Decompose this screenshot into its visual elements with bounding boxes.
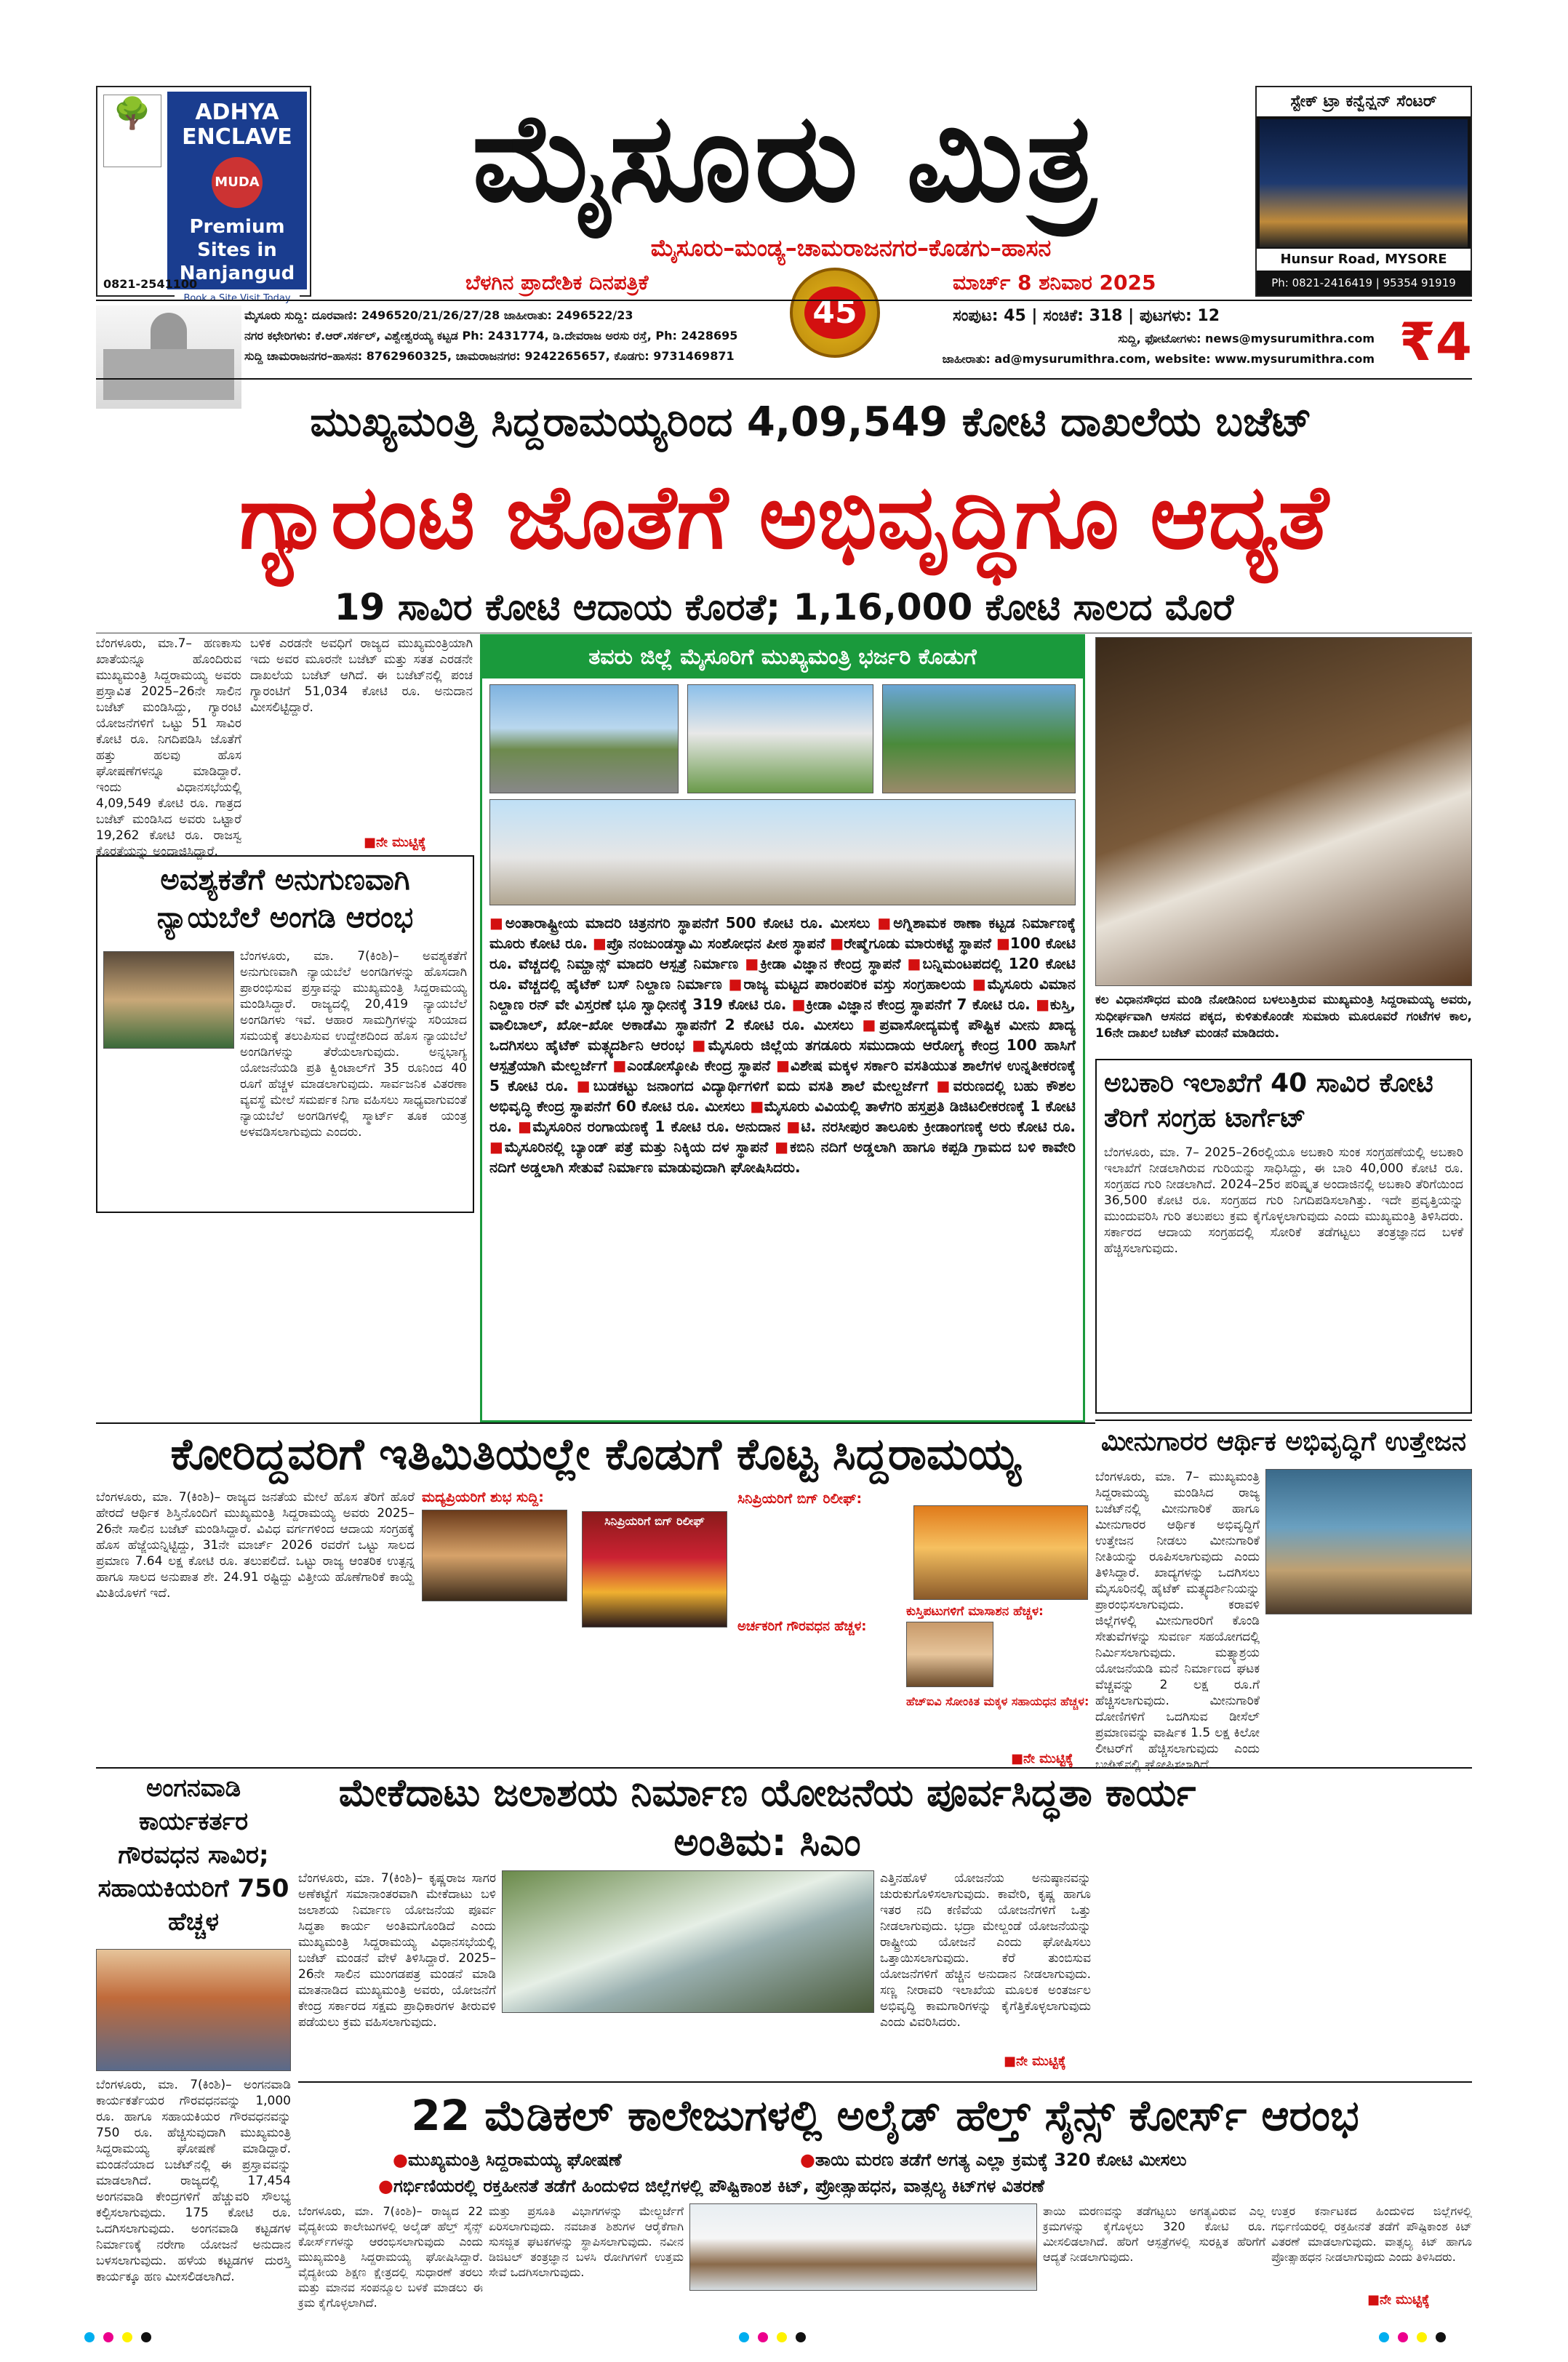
gift-item-bullet: ■ bbox=[786, 1118, 801, 1135]
gift-item-bullet: ■ bbox=[728, 975, 744, 993]
cm-photo-caption: ಕಲ ವಿಧಾನಸೌಧದ ಮಂಡಿ ನೋಡಿನಿಂದ ಬಳಲುತ್ತಿರುವ ಮುಖ್ಯಮಂತ್ರಿ ಸಿದ್ದರಾಮಯ್ಯ ಅವರು, ಸುಧೀರ್ಘವಾಗಿ ಆಸನದ ಪಕ್ಕದ, ಕುಳಿತುಕೊಂಡೇ ಸುಮಾರು ಮೂರೂವರೆ ಗಂಟೆಗಳ ಕಾಲ, 16ನೇ ದಾಖಲೆ ಬಜೆಟ್ ಮಂಡನೆ ಮಾಡಿದರು. bbox=[1095, 993, 1472, 1041]
mekedatu-body-right: ಎತ್ತಿನಹೊಳೆ ಯೋಜನೆಯ ಅನುಷ್ಠಾನವನ್ನು ಚುರುಕುಗೊಳಿಸಲಾಗುವುದು. ಕಾವೇರಿ, ಕೃಷ್ಣ ಹಾಗೂ ಇತರ ನದಿ ಕಣಿವೆಯ ಯೋಜನೆಗಳಿಗೆ ಒತ್ತು ನೀಡಲಾಗುವುದು. ಭದ್ರಾ ಮೇಲ್ದಂಡೆ ಯೋಜನೆಯನ್ನು ರಾಷ್ಟ್ರೀಯ ಯೋಜನೆ ಎಂದು ಘೋಷಿಸಲು ಒತ್ತಾಯಿಸಲಾಗುವುದು. ಕೆರೆ ತುಂಬಿಸುವ ಯೋಜನೆಗಳಿಗೆ ಹೆಚ್ಚಿನ ಅನುದಾನ ನೀಡಲಾಗುವುದು. ಸಣ್ಣ ನೀರಾವರಿ ಇಲಾಖೆಯ ಮೂಲಕ ಅಂತರ್ಜಲ ಅಭಿವೃದ್ಧಿ ಕಾಮಗಾರಿಗಳನ್ನು ಕೈಗೆತ್ತಿಕೊಳ್ಳಲಾಗುವುದು ಎಂದು ವಿವರಿಸಿದರು. bbox=[880, 1871, 1091, 2030]
excise-headline: ಅಬಕಾರಿ ಇಲಾಖೆಗೆ 40 ಸಾವಿರ ಕೋಟಿ ತೆರಿಗೆ ಸಂಗ್ರಹ ಟಾರ್ಗೆಟ್ bbox=[1104, 1068, 1433, 1133]
gift-item: ಮೈಸೂರು ವಿಮಾನ ನಿಲ್ದಾಣ ರನ್ ವೇ ವಿಸ್ತರಣೆ ಭೂ ಸ್ವಾಧೀನಕ್ಕೆ 319 ಕೋಟಿ ರೂ. bbox=[489, 975, 1076, 1013]
volume-line: ಸಂಪುಟ: 45 | ಸಂಚಿಕೆ: 318 | ಪುಟಗಳು: 12 bbox=[953, 307, 1220, 325]
lead-byline: ■ನೇ ಮುಟ್ಟಿಕ್ಕೆ bbox=[364, 835, 426, 850]
contact-line-3: ಸುದ್ದಿ ಚಾಮರಾಜನಗರ–ಹಾಸನ: 8762960325, ಚಾಮರಾಜನಗರ: 9242265657, ಕೊಡಗು: 9731469871 bbox=[244, 349, 735, 363]
contact-line-4: ಸುದ್ದಿ, ಫೋಟೋಗಳು: news@mysurumithra.com bbox=[1118, 332, 1375, 345]
gift-item: ವರುಣದಲ್ಲಿ ಬಹು ಕೌಶಲ ಅಭಿವೃದ್ಧಿ ಕೇಂದ್ರ ಸ್ಥಾಪನೆಗೆ 60 ಕೋಟಿ ರೂ. ಮೀಸಲು bbox=[489, 1077, 1076, 1115]
gift-item-bullet: ■ bbox=[692, 1036, 708, 1054]
gift-item: ಎಂಡೋಸ್ಕೋಪಿ ಕೇಂದ್ರ ಸ್ಥಾಪನೆ bbox=[627, 1057, 777, 1074]
cinema-caption: ಸಿನಿಪ್ರಿಯರಿಗೆ ಬಿಗ್ ರಿಲೀಫ್ bbox=[604, 1514, 705, 1528]
gift-item-bullet: ■ bbox=[1036, 996, 1050, 1013]
ad-convention-center[interactable] bbox=[1255, 86, 1472, 297]
gift-item: ಮೈಸೂರು ವಿವಿಯಲ್ಲಿ ತಾಳೆಗರಿ ಹಸ್ತಪ್ರತಿ ಡಿಜಿಟಲೀಕರಣಕ್ಕೆ 1 ಕೋಟಿ ರೂ. bbox=[489, 1097, 1076, 1135]
gift-item-bullet: ■ bbox=[775, 1138, 791, 1156]
mekedatu-headline: ಮೇಕೆದಾಟು ಜಲಾಶಯ ನಿರ್ಮಾಣ ಯೋಜನೆಯ ಪೂರ್ವಸಿದ್ಧತಾ ಕಾರ್ಯ ಅಂತಿಮ: ಸಿಎಂ bbox=[338, 1772, 1196, 1865]
fishermen-body: ಬೆಂಗಳೂರು, ಮಾ. 7– ಮುಖ್ಯಮಂತ್ರಿ ಸಿದ್ದರಾಮಯ್ಯ ಮಂಡಿಸಿದ ರಾಜ್ಯ ಬಜೆಟ್‌ನಲ್ಲಿ ಮೀನುಗಾರಿಕೆ ಹಾಗೂ ಮೀನುಗಾರರ ಆರ್ಥಿಕ ಅಭಿವೃದ್ಧಿಗೆ ಉತ್ತೇಜನ ನೀಡಲು ಮೀನುಗಾರಿಕೆ ನೀತಿಯನ್ನು ರೂಪಿಸಲಾಗುವುದು ಎಂದು ತಿಳಿಸಿದ್ದಾರೆ. ಖಾದ್ಯಗಳನ್ನು ಒದಗಿಸಲು ಮೈಸೂರಿನಲ್ಲಿ ಹೈಟೆಕ್ ಮತ್ಸ್ಯದರ್ಶಿನಿಯನ್ನು ಪ್ರಾರಂಭಿಸಲಾಗುವುದು. ಕರಾವಳಿ ಜಿಲ್ಲೆಗಳಲ್ಲಿ ಮೀನುಗಾರರಿಗೆ ಕೊಂಡಿ ಸೇತುವೆಗಳನ್ನು ಸುವರ್ಣ ಸಹಯೋಗದಲ್ಲಿ ನಿರ್ಮಿಸಲಾಗುವುದು. ಮತ್ಸ್ಯಾಶ್ರಯ ಯೋಜನೆಯಡಿ ಮನೆ ನಿರ್ಮಾಣದ ಘಟಕ ವೆಚ್ಚವನ್ನು 2 ಲಕ್ಷ ರೂ.ಗೆ ಹೆಚ್ಚಿಸಲಾಗುವುದು. ಮೀನುಗಾರಿಕೆ ದೋಣಿಗಳಿಗೆ ಒದಗಿಸುವ ಡೀಸೆಲ್ ಪ್ರಮಾಣವನ್ನು ವಾರ್ಷಿಕ 1.5 ಲಕ್ಷ ಕಿಲೋ ಲೀಟರ್‌ಗೆ ಹೆಚ್ಚಿಸಲಾಗುವುದು ಎಂದು ಬಜೆಟ್‌ನಲ್ಲಿ ಘೋಷಿಸಲಾಗಿದೆ. bbox=[1095, 1470, 1260, 1772]
convention-phone: Ph: 0821-2416419 | 95354 91919 bbox=[1271, 276, 1456, 289]
medical-sub-2: ●ತಾಯಿ ಮರಣ ತಡೆಗೆ ಅಗತ್ಯ ಎಲ್ಲಾ ಕ್ರಮಕ್ಕೆ 320 ಕೋಟಿ ಮೀಸಲು bbox=[800, 2150, 1187, 2170]
mekedatu-photo bbox=[502, 1870, 874, 2013]
gift-item: ಕ್ರೀಡಾ ವಿಜ್ಞಾನ ಕೇಂದ್ರ ಸ್ಥಾಪನೆಗೆ 7 ಕೋಟಿ ರೂ. bbox=[806, 996, 1036, 1013]
lead-kicker: ಮುಖ್ಯಮಂತ್ರಿ ಸಿದ್ದರಾಮಯ್ಯರಿಂದ 4,09,549 ಕೋಟಿ ದಾಖಲೆಯ ಬಜೆಟ್ bbox=[310, 399, 1312, 446]
gift-item: ಮೈಸೂರು ಜಿಲ್ಲೆಯ ತಗಡೂರು ಸಮುದಾಯ ಆರೋಗ್ಯ ಕೇಂದ್ರ 100 ಹಾಸಿಗೆ ಆಸ್ಪತ್ರೆಯಾಗಿ ಮೇಲ್ದರ್ಜೆಗೆ bbox=[489, 1036, 1076, 1074]
medical-sub-1: ●ಮುಖ್ಯಮಂತ್ರಿ ಸಿದ್ದರಾಮಯ್ಯ ಘೋಷಣೆ bbox=[393, 2150, 622, 2170]
medical-sub-3: ●ಗರ್ಭಿಣಿಯರಲ್ಲಿ ರಕ್ತಹೀನತೆ ತಡೆಗೆ ಹಿಂದುಳಿದ ಜಿಲ್ಲೆಗಳಲ್ಲಿ ಪೌಷ್ಟಿಕಾಂಶ ಕಿಟ್, ಪ್ರೋತ್ಸಾಹಧನ, ವಾತ್ಸಲ್ಯ ಕಿಟ್‌ಗಳ ವಿತರಣೆ bbox=[378, 2176, 1044, 2196]
gift-item: ಮೈಸೂರಿನ ರಂಗಾಯಣಕ್ಕೆ 1 ಕೋಟಿ ರೂ. ಅನುದಾನ bbox=[532, 1118, 787, 1135]
excise-box bbox=[1095, 1059, 1472, 1414]
medical-body-4: ಉತ್ತರ ಕರ್ನಾಟಕದ ಹಿಂದುಳಿದ ಜಿಲ್ಲೆಗಳಲ್ಲಿ ಗರ್ಭಿಣಿಯರಲ್ಲಿ ರಕ್ತಹೀನತೆ ತಡೆಗೆ ಪೌಷ್ಟಿಕಾಂಶ ಕಿಟ್ ವಿತರಣೆ ಮಾಡಲಾಗುವುದು. ವಾತ್ಸಲ್ಯ ಕಿಟ್ ಹಾಗೂ ಪ್ರೋತ್ಸಾಹಧನ ನೀಡಲಾಗುವುದು ಎಂದು ತಿಳಿಸಿದರು. bbox=[1271, 2204, 1472, 2264]
excise-body: ಬೆಂಗಳೂರು, ಮಾ. 7– 2025–26ರಲ್ಲಿಯೂ ಅಬಕಾರಿ ಸುಂಕ ಸಂಗ್ರಹಣೆಯಲ್ಲಿ ಅಬಕಾರಿ ಇಲಾಖೆಗೆ ನೀಡಲಾಗಿರುವ ಗುರಿಯನ್ನು ಸಾಧಿಸಿದ್ದು, ಈ ಬಾರಿ 40,000 ಕೋಟಿ ರೂ. ಸಂಗ್ರಹದ ಗುರಿ ನೀಡಲಾಗಿದೆ. 2024–25ರ ಪರಿಷ್ಕೃತ ಅಂದಾಜಿನಲ್ಲಿ ಅಬಕಾರಿ ತೆರಿಗೆಯಿಂದ 36,500 ಕೋಟಿ ರೂ. ಸಂಗ್ರಹದ ಗುರಿ ನಿಗದಿಪಡಿಸಲಾಗಿತ್ತು. ಇದೇ ಪ್ರವೃತ್ತಿಯನ್ನು ಮುಂದುವರಿಸಿ ಗುರಿ ತಲುಪಲು ಕ್ರಮ ಕೈಗೊಳ್ಳಲಾಗುವುದು ಎಂದು ಮುಖ್ಯಮಂತ್ರಿ ತಿಳಿಸಿದರು. ಸರ್ಕಾರದ ಆದಾಯ ಸಂಗ್ರಹದಲ್ಲಿ ಸೋರಿಕೆ ತಡೆಗಟ್ಟಲು ತಂತ್ರಜ್ಞಾನದ ಬಳಕೆ ಹೆಚ್ಚಿಸಲಾಗುವುದು. bbox=[1104, 1145, 1463, 1256]
gift-item-bullet: ■ bbox=[907, 955, 923, 972]
gift-item-bullet: ■ bbox=[776, 1057, 791, 1074]
gift-item: ಅಂತಾರಾಷ್ಟ್ರೀಯ ಮಾದರಿ ಚಿತ್ರನಗರಿ ಸ್ಥಾಪನೆಗೆ 500 ಕೋಟಿ ರೂ. ಮೀಸಲು bbox=[505, 914, 878, 932]
gift-item-bullet: ■ bbox=[791, 996, 807, 1013]
park-photo bbox=[882, 684, 1076, 793]
gift-box-list bbox=[489, 913, 1076, 1414]
masthead-regions: ಮೈಸೂರು–ಮಂಡ್ಯ–ಚಾಮರಾಜನಗರ–ಕೊಡಗು–ಹಾಸನ bbox=[650, 234, 1052, 262]
medical-headline: 22 ಮೆಡಿಕಲ್ ಕಾಲೇಜುಗಳಲ್ಲಿ ಅಲೈಡ್ ಹೆಲ್ತ್ ಸೈನ್ಸ್ ಕೋರ್ಸ್ ಆರಂಭ bbox=[411, 2091, 1359, 2140]
medical-byline: ■ನೇ ಮುಟ್ಟಿಕ್ಕೆ bbox=[1367, 2292, 1430, 2307]
gift-box bbox=[480, 634, 1085, 1422]
convention-location: Hunsur Road, MYSORE bbox=[1257, 249, 1471, 271]
bullet: ● bbox=[393, 2150, 408, 2170]
anniversary-number: 45 bbox=[804, 287, 865, 339]
mekedatu-body-left: ಬೆಂಗಳೂರು, ಮಾ. 7(ಕಿಂಶಿ)– ಕೃಷ್ಣರಾಜ ಸಾಗರ ಅಣೆಕಟ್ಟೆಗೆ ಸಮಾನಾಂತರವಾಗಿ ಮೇಕೆದಾಟು ಬಳಿ ಜಲಾಶಯ ನಿರ್ಮಾಣ ಯೋಜನೆಯ ಪೂರ್ವ ಸಿದ್ಧತಾ ಕಾರ್ಯ ಅಂತಿಮಗೊಂಡಿದೆ ಎಂದು ಮುಖ್ಯಮಂತ್ರಿ ಸಿದ್ದರಾಮಯ್ಯ ವಿಧಾನಸಭೆಯಲ್ಲಿ ಬಜೆಟ್ ಮಂಡನೆ ವೇಳೆ ತಿಳಿಸಿದ್ದಾರೆ. 2025–26ನೇ ಸಾಲಿನ ಮುಂಗಡಪತ್ರ ಮಂಡನೆ ಮಾಡಿ ಮಾತನಾಡಿದ ಮುಖ್ಯಮಂತ್ರಿ ಅವರು, ಯೋಜನೆಗೆ ಕೇಂದ್ರ ಸರ್ಕಾರದ ಸಕ್ಷಮ ಪ್ರಾಧಿಕಾರಗಳ ತೀರುವಳಿ ಪಡೆಯಲು ಕ್ರಮ ವಹಿಸಲಾಗುವುದು. bbox=[298, 1871, 496, 2030]
convention-brand: ಸ್ಟೇಕ್ ಟ್ರಾ ಕನ್ವೆನ್ಷನ್ ಸೆಂಟರ್ bbox=[1257, 87, 1471, 116]
gift-item-bullet: ■ bbox=[877, 914, 894, 932]
adhya-headline: Premium Sites in Nanjangud bbox=[179, 216, 295, 284]
gift-item: ಅಗ್ನಿಶಾಮಕ ಠಾಣಾ ಕಟ್ಟಡ ನಿರ್ಮಾಣಕ್ಕೆ ಮೂರು ಕೋಟಿ ರೂ. bbox=[489, 914, 1076, 952]
gift-item: ಟಿ. ನರಸೀಪುರ ತಾಲೂಕು ಕ್ರೀಡಾಂಗಣಕ್ಕೆ ಅರು ಕೋಟಿ ರೂ. bbox=[801, 1118, 1076, 1135]
gift-item: 100 ಕೋಟಿ ರೂ. ವೆಚ್ಚದಲ್ಲಿ ನಿಮ್ಹಾನ್ಸ್ ಮಾದರಿ ಆಸ್ಪತ್ರೆ ನಿರ್ಮಾಣ bbox=[489, 934, 1076, 972]
rule-top-2 bbox=[96, 378, 1472, 380]
fishermen-photo bbox=[1265, 1469, 1472, 1614]
adhya-brand-panel bbox=[167, 92, 307, 304]
medical-students-photo bbox=[689, 2203, 1037, 2291]
gift-item: ಬುಡಕಟ್ಟು ಜನಾಂಗದ ವಿದ್ಯಾರ್ಥಿಗಳಿಗೆ ಐದು ವಸತಿ ಶಾಲೆ ಮೇಲ್ದರ್ಜೆಗೆ bbox=[593, 1077, 937, 1094]
wrestlers-photo bbox=[906, 1622, 993, 1687]
masthead-tagline: ಬೆಳಗಿನ ಪ್ರಾದೇಶಿಕ ದಿನಪತ್ರಿಕೆ bbox=[465, 271, 649, 295]
ad-adhya-enclave[interactable] bbox=[96, 86, 311, 304]
bullet: ● bbox=[800, 2150, 815, 2170]
fishermen-headline: ಮೀನುಗಾರರ ಆರ್ಥಿಕ ಅಭಿವೃದ್ಧಿಗೆ ಉತ್ತೇಜನ bbox=[1095, 1420, 1472, 1462]
medical-body-3: ತಾಯಿ ಮರಣವನ್ನು ತಡೆಗಟ್ಟಲು ಅಗತ್ಯವಿರುವ ಎಲ್ಲ ಕ್ರಮಗಳನ್ನು ಕೈಗೊಳ್ಳಲು 320 ಕೋಟಿ ರೂ. ಮೀಸಲಿಡಲಾಗಿದೆ. ಹೆರಿಗೆ ಆಸ್ಪತ್ರೆಗಳಲ್ಲಿ ಸುರಕ್ಷಿತ ಹೆರಿಗೆಗೆ ಆದ್ಯತೆ ನೀಡಲಾಗುವುದು. bbox=[1043, 2204, 1265, 2264]
kodagu-body: ಬೆಂಗಳೂರು, ಮಾ. 7(ಕಿಂಶಿ)– ರಾಜ್ಯದ ಜನತೆಯ ಮೇಲೆ ಹೊಸ ತೆರಿಗೆ ಹೊರೆ ಹೇರದೆ ಆರ್ಥಿಕ ಶಿಸ್ತಿನೊಂದಿಗೆ ಮುಖ್ಯಮಂತ್ರಿ ಸಿದ್ದರಾಮಯ್ಯ ಅವರು 2025–26ನೇ ಸಾಲಿನ ಬಜೆಟ್ ಮಂಡಿಸಿದ್ದಾರೆ. ವಿವಿಧ ವರ್ಗಗಳಿಂದ ಆದಾಯ ಸಂಗ್ರಹಕ್ಕೆ ಹೊಸ ಹೆಜ್ಜೆಯನ್ನಿಟ್ಟಿದ್ದು, 31ನೇ ಮಾರ್ಚ್ 2026 ರವರೆಗೆ ಒಟ್ಟು ಸಾಲದ ಪ್ರಮಾಣ 7.64 ಲಕ್ಷ ಕೋಟಿ ರೂ. ತಲುಪಲಿದೆ. ಒಟ್ಟು ರಾಜ್ಯ ಆಂತರಿಕ ಉತ್ಪನ್ನ ಹಾಗೂ ಸಾಲದ ಅನುಪಾತ ಶೇ. 24.91 ರಷ್ಟಿದ್ದು ವಿತ್ತೀಯ ಹೊಣೆಗಾರಿಕೆ ಕಾಯ್ದೆ ಮಿತಿಯೊಳಗೆ ಇದೆ. bbox=[96, 1490, 415, 1601]
masthead-date: ಮಾರ್ಚ್ 8 ಶನಿವಾರ 2025 bbox=[953, 271, 1156, 295]
medical-body-2: ಮತ್ತು ಪ್ರಸೂತಿ ವಿಭಾಗಗಳನ್ನು ಮೇಲ್ದರ್ಜೆಗೆ ಏರಿಸಲಾಗುವುದು. ನವಜಾತ ಶಿಶುಗಳ ಆರೈಕೆಗಾಗಿ ಸುಸಜ್ಜಿತ ಘಟಕಗಳನ್ನು ಸ್ಥಾಪಿಸಲಾಗುವುದು. ನವೀನ ಡಿಜಿಟಲ್ ತಂತ್ರಜ್ಞಾನ ಬಳಸಿ ರೋಗಿಗಳಿಗೆ ಉತ್ತಮ ಸೇವೆ ಒದಗಿಸಲಾಗುವುದು. bbox=[489, 2204, 684, 2279]
kodagu-tag-liquor: ಮದ್ಯಪ್ರಿಯರಿಗೆ ಶುಭ ಸುದ್ದಿ: bbox=[422, 1489, 544, 1505]
adhya-cta: Book a Site Visit Today bbox=[175, 291, 300, 306]
gift-item: ಪ್ರವಾಸೋದ್ಯಮಕ್ಕೆ ಪೌಷ್ಟಿಕ ಮೀನು ಖಾದ್ಯ ಒದಗಿಸಲು ಹೈಟೆಕ್ ಮತ್ಸ್ಯದರ್ಶಿನಿ ಆರಂಭ bbox=[489, 1016, 1076, 1054]
gift-item: ಕ್ರೀಡಾ ವಿಜ್ಞಾನ ಕೇಂದ್ರ ಸ್ಥಾಪನೆ bbox=[760, 955, 908, 972]
lead-subhead: 19 ಸಾವಿರ ಕೋಟಿ ಆದಾಯ ಕೊರತೆ; 1,16,000 ಕೋಟಿ ಸಾಲದ ಮೊರೆ bbox=[334, 586, 1234, 628]
lead-headline: ಗ್ಯಾರಂಟಿ ಜೊತೆಗೆ ಅಭಿವೃದ್ಧಿಗೂ ಆದ್ಯತೆ bbox=[239, 465, 1329, 569]
airport-photo bbox=[489, 684, 679, 793]
contact-line-1: ಮೈಸೂರು ಸುದ್ದಿ: ದೂರವಾಣಿ: 2496520/21/26/27/28 ಜಾಹೀರಾತು: 2496522/23 bbox=[244, 308, 633, 322]
gift-item-bullet: ■ bbox=[862, 1016, 880, 1033]
gift-item-bullet: ■ bbox=[489, 914, 505, 932]
bus-terminal-render bbox=[489, 799, 1076, 905]
gift-item-bullet: ■ bbox=[612, 1057, 628, 1074]
gift-box-heading: ತವರು ಜಿಲ್ಲೆ ಮೈಸೂರಿಗೆ ಮುಖ್ಯಮಂತ್ರಿ ಭರ್ಜರಿ ಕೊಡುಗೆ bbox=[482, 636, 1083, 678]
price: ₹4 bbox=[1399, 311, 1472, 372]
kodagu-tag-wrestler: ಕುಸ್ತಿಪಟುಗಳಿಗೆ ಮಾಸಾಶನ ಹೆಚ್ಚಳ: bbox=[906, 1604, 1044, 1619]
lead-body: ಬೆಂಗಳೂರು, ಮಾ.7– ಹಣಕಾಸು ಖಾತೆಯನ್ನೂ ಹೊಂದಿರುವ ಮುಖ್ಯಮಂತ್ರಿ ಸಿದ್ದರಾಮಯ್ಯ ಅವರು ಪ್ರಸ್ತಾವಿತ 2025–26ನೇ ಸಾಲಿನ ಬಜೆಟ್ ಮಂಡಿಸಿದ್ದು, ಗ್ಯಾರಂಟಿ ಯೋಜನೆಗಳಿಗೆ ಒಟ್ಟು 51 ಸಾವಿರ ಕೋಟಿ ರೂ. ನಿಗದಿಪಡಿಸಿ ಜೊತೆಗೆ ಹತ್ತು ಹಲವು ಹೊಸ ಘೋಷಣೆಗಳನ್ನೂ ಮಾಡಿದ್ದಾರೆ. ಇಂದು ವಿಧಾನಸಭೆಯಲ್ಲಿ 4,09,549 ಕೋಟಿ ರೂ. ಗಾತ್ರದ ಬಜೆಟ್ ಮಂಡಿಸಿದ ಅವರು ಒಟ್ಟಾರೆ 19,262 ಕೋಟಿ ರೂ. ರಾಜಸ್ವ ಕೊರತೆಯನ್ನು ಅಂದಾಜಿಸಿದ್ದಾರೆ. bbox=[96, 636, 241, 859]
ration-body: ಬೆಂಗಳೂರು, ಮಾ. 7(ಕಿಂಶಿ)– ಅವಶ್ಯಕತೆಗೆ ಅನುಗುಣವಾಗಿ ನ್ಯಾಯಬೆಲೆ ಅಂಗಡಿಗಳನ್ನು ಹೊಸದಾಗಿ ಪ್ರಾರಂಭಿಸುವ ಪ್ರಸ್ತಾವನ್ನು ಮುಖ್ಯಮಂತ್ರಿ ಸಿದ್ದರಾಮಯ್ಯ ಮಂಡಿಸಿದ್ದಾರೆ. ರಾಜ್ಯದಲ್ಲಿ 20,419 ನ್ಯಾಯಬೆಲೆ ಅಂಗಡಿಗಳು ಇವೆ. ಆಹಾರ ಸಾಮಗ್ರಿಗಳನ್ನು ಸರಿಯಾದ ಸಮಯಕ್ಕೆ ತಲುಪಿಸುವ ಉದ್ದೇಶದಿಂದ ಹೊಸ ನ್ಯಾಯಬೆಲೆ ಅಂಗಡಿಗಳನ್ನು ತೆರೆಯಲಾಗುವುದು. ಅನ್ನಭಾಗ್ಯ ಯೋಜನೆಯಡಿ ಪ್ರತಿ ಕ್ವಿಂಟಾಲ್‌ಗೆ 35 ರೂನಿಂದ 40 ರೂಗೆ ಹೆಚ್ಚಳ ಮಾಡಲಾಗುವುದು. ಸಾರ್ವಜನಿಕ ವಿತರಣಾ ವ್ಯವಸ್ಥೆ ಮೇಲೆ ಸಮರ್ಪಕ ನಿಗಾ ವಹಿಸಲು ಸಾಧ್ಯವಾಗುವಂತೆ ನ್ಯಾಯಬೆಲೆ ಅಂಗಡಿಗಳಲ್ಲಿ ಸ್ಮಾರ್ಟ್ ತೂಕ ಯಂತ್ರ ಅಳವಡಿಸಲಾಗುವುದು ಎಂದರು. bbox=[240, 949, 467, 1140]
rule-top bbox=[96, 300, 1472, 301]
gift-item: ರೇಷ್ಮೆಗೂಡು ಮಾರುಕಟ್ಟೆ ಸ್ಥಾಪನೆ bbox=[844, 934, 996, 952]
rule-kodagu bbox=[96, 1422, 1095, 1424]
gift-item-bullet: ■ bbox=[518, 1118, 533, 1135]
gift-item: ವಿಶೇಷ ಮಕ್ಕಳ ಸರ್ಕಾರಿ ವಸತಿಯುತ ಶಾಲೆಗಳ ಉನ್ನತೀಕರಣಕ್ಕೆ 5 ಕೋಟಿ ರೂ. bbox=[489, 1057, 1076, 1094]
cm-photo bbox=[1095, 637, 1472, 986]
convention-photo bbox=[1260, 119, 1468, 247]
adhya-phone: 0821-2541100 bbox=[103, 277, 198, 291]
ration-headline: ಅವಶ್ಯಕತೆಗೆ ಅನುಗುಣವಾಗಿ ನ್ಯಾಯಬೆಲೆ ಅಂಗಡಿ ಆರಂಭ bbox=[156, 863, 414, 934]
rule-medical bbox=[298, 2081, 1472, 2083]
gift-item: ಬನ್ನಿಮಂಟಪದಲ್ಲಿ 120 ಕೋಟಿ ರೂ. ವೆಚ್ಚದಲ್ಲಿ ಹೈಟೆಕ್ ಬಸ್ ನಿಲ್ದಾಣ ನಿರ್ಮಾಣ bbox=[489, 955, 1076, 993]
rule-mekedatu bbox=[96, 1767, 1472, 1769]
gift-item-bullet: ■ bbox=[830, 934, 844, 952]
lead-body-2: ಬಳಿಕ ಎರಡನೇ ಅವಧಿಗೆ ರಾಜ್ಯದ ಮುಖ್ಯಮಂತ್ರಿಯಾಗಿ ಇದು ಅವರ ಮೂರನೇ ಬಜೆಟ್ ಮತ್ತು ಸತತ ಎರಡನೇ ದಾಖಲೆಯ ಬಜೆಟ್ ಆಗಿದೆ. ಈ ಬಜೆಟ್‌ನಲ್ಲಿ ಪಂಚ ಗ್ಯಾರಂಟಿಗೆ 51,034 ಕೋಟಿ ರೂ. ಅನುದಾನ ಮೀಸಲಿಟ್ಟಿದ್ದಾರೆ. bbox=[250, 636, 473, 715]
bullet: ● bbox=[378, 2176, 393, 2196]
priests-photo bbox=[913, 1505, 1088, 1600]
liquor-shop-photo bbox=[422, 1510, 567, 1601]
kodagu-byline: ■ನೇ ಮುಟ್ಟಿಕ್ಕೆ bbox=[1011, 1751, 1073, 1766]
adhya-brand: ADHYA ENCLAVE bbox=[182, 100, 292, 150]
heritage-building-photo bbox=[687, 684, 873, 793]
gift-item-bullet: ■ bbox=[972, 975, 988, 993]
gift-item-bullet: ■ bbox=[996, 934, 1010, 952]
gift-item: ಕುಸ್ತಿ, ವಾಲಿಬಾಲ್, ಖೋ–ಖೋ ಅಕಾಡೆಮಿ ಸ್ಥಾಪನೆಗೆ 2 ಕೋಟಿ ರೂ. ಮೀಸಲು bbox=[489, 996, 1076, 1033]
registration-marks bbox=[80, 2331, 1488, 2346]
gift-item-bullet: ■ bbox=[936, 1077, 953, 1094]
medical-body-1: ಬೆಂಗಳೂರು, ಮಾ. 7(ಕಿಂಶಿ)– ರಾಜ್ಯದ 22 ವೈದ್ಯಕೀಯ ಕಾಲೇಜುಗಳಲ್ಲಿ ಅಲೈಡ್ ಹೆಲ್ತ್ ಸೈನ್ಸ್ ಕೋರ್ಸ್‌ಗಳನ್ನು ಆರಂಭಿಸಲಾಗುವುದು ಎಂದು ಮುಖ್ಯಮಂತ್ರಿ ಸಿದ್ದರಾಮಯ್ಯ ಘೋಷಿಸಿದ್ದಾರೆ. ವೈದ್ಯಕೀಯ ಶಿಕ್ಷಣ ಕ್ಷೇತ್ರದಲ್ಲಿ ಸುಧಾರಣೆ ತರಲು ಮತ್ತು ಮಾನವ ಸಂಪನ್ಮೂಲ ಬಳಕೆ ಮಾಡಲು ಈ ಕ್ರಮ ಕೈಗೊಳ್ಳಲಾಗಿದೆ. bbox=[298, 2204, 483, 2310]
gift-item: ಪ್ರೊ ನಂಜುಂಡಸ್ವಾಮಿ ಸಂಶೋಧನ ಪೀಠ ಸ್ಥಾಪನೆ bbox=[606, 934, 831, 952]
kodagu-tag-cinema: ಸಿನಿಪ್ರಿಯರಿಗೆ ಬಿಗ್ ರಿಲೀಫ್: bbox=[737, 1491, 863, 1507]
contact-line-2: ನಗರ ಕಛೇರಿಗಳು: ಕೆ.ಆರ್.ಸರ್ಕಲ್, ವಿಶ್ವೇಶ್ವರಯ್ಯ ಕಟ್ಟಡ Ph: 2431774, ಡಿ.ದೇವರಾಜ ಅರಸು ರಸ್ತೆ, Ph: 2428695 bbox=[244, 329, 738, 343]
ration-box bbox=[96, 855, 474, 1213]
masthead-title: ಮೈಸೂರು ಮಿತ್ರ bbox=[472, 87, 1099, 229]
gift-item-bullet: ■ bbox=[489, 1138, 505, 1156]
cinema-photo bbox=[582, 1511, 727, 1628]
gift-item-bullet: ■ bbox=[745, 955, 761, 972]
gift-item-bullet: ■ bbox=[593, 934, 607, 952]
contact-line-5: ಜಾಹೀರಾತು: ad@mysurumithra.com, website: www.mysurumithra.com bbox=[942, 352, 1375, 366]
muda-badge: MUDA bbox=[212, 157, 263, 208]
gift-item-bullet: ■ bbox=[750, 1097, 764, 1115]
gift-item: ಮೈಸೂರಿನಲ್ಲಿ ಬ್ಯಾಂಡ್ ಪತ್ರೆ ಮತ್ತು ನಿಕ್ಕಿಯ ದಳ ಸ್ಥಾಪನೆ bbox=[504, 1138, 775, 1156]
kodagu-tag-hiv: ಹೆಚ್‌ಐವಿ ಸೋಂಕಿತ ಮಕ್ಕಳ ಸಹಾಯಧನ ಹೆಚ್ಚಳ: bbox=[906, 1694, 1089, 1708]
kodagu-tag-priest: ಅರ್ಚಕರಿಗೆ ಗೌರವಧನ ಹೆಚ್ಚಳ: bbox=[737, 1619, 867, 1634]
anganwadi-photo bbox=[96, 1949, 291, 2071]
gift-item: ರಾಜ್ಯ ಮಟ್ಟದ ಪಾರಂಪರಿಕ ವಸ್ತು ಸಂಗ್ರಹಾಲಯ bbox=[743, 975, 972, 993]
anganwadi-headline: ಅಂಗನವಾಡಿ ಕಾರ್ಯಕರ್ತರ ಗೌರವಧನ ಸಾವಿರ; ಸಹಾಯಕಿಯರಿಗೆ 750 ಹೆಚ್ಚಳ bbox=[97, 1774, 289, 1937]
gift-item-bullet: ■ bbox=[576, 1077, 593, 1094]
mekedatu-byline: ■ನೇ ಮುಟ್ಟಿಕ್ಕೆ bbox=[1004, 2054, 1066, 2069]
kodagu-headline: ಕೋರಿದ್ದವರಿಗೆ ಇತಿಮಿತಿಯಲ್ಲೇ ಕೊಡುಗೆ ಕೊಟ್ಟ ಸಿದ್ದರಾಮಯ್ಯ bbox=[170, 1429, 1021, 1480]
gift-item: ಕಬಿನಿ ನದಿಗೆ ಅಡ್ಡಲಾಗಿ ಹಾಗೂ ಕಪ್ಪಡಿ ಗ್ರಾಮದ ಬಳಿ ಕಾವೇರಿ ನದಿಗೆ ಅಡ್ಡಲಾಗಿ ಸೇತುವೆ ನಿರ್ಮಾಣ ಮಾಡುವುದಾಗಿ ಘೋಷಿಸಿದರು. bbox=[489, 1138, 1076, 1176]
anganwadi-body: ಬೆಂಗಳೂರು, ಮಾ. 7(ಕಿಂಶಿ)– ಅಂಗನವಾಡಿ ಕಾರ್ಯಕರ್ತೆಯರ ಗೌರವಧನವನ್ನು 1,000 ರೂ. ಹಾಗೂ ಸಹಾಯಕಿಯರ ಗೌರವಧನವನ್ನು 750 ರೂ. ಹೆಚ್ಚಿಸುವುದಾಗಿ ಮುಖ್ಯಮಂತ್ರಿ ಸಿದ್ದರಾಮಯ್ಯ ಘೋಷಣೆ ಮಾಡಿದ್ದಾರೆ. ಮಂಡನೆಯಾದ ಬಜೆಟ್‌ನಲ್ಲಿ ಈ ಪ್ರಸ್ತಾವವನ್ನು ಮಾಡಲಾಗಿದೆ. ರಾಜ್ಯದಲ್ಲಿ 17,454 ಅಂಗನವಾಡಿ ಕೇಂದ್ರಗಳಿಗೆ ಹೆಚ್ಚುವರಿ ಸೌಲಭ್ಯ ಕಲ್ಪಿಸಲಾಗುವುದು. 175 ಕೋಟಿ ರೂ. ಒದಗಿಸಲಾಗುವುದು. ಅಂಗನವಾಡಿ ಕಟ್ಟಡಗಳ ನಿರ್ಮಾಣಕ್ಕೆ ನರೇಗಾ ಯೋಜನೆ ಅನುದಾನ ಬಳಸಲಾಗುವುದು. ಹಳೆಯ ಕಟ್ಟಡಗಳ ದುರಸ್ತಿ ಕಾರ್ಯಕ್ಕೂ ಹಣ ಮೀಸಲಿಡಲಾಗಿದೆ. bbox=[96, 2078, 291, 2284]
adhya-logo: 🌳 bbox=[103, 95, 161, 167]
